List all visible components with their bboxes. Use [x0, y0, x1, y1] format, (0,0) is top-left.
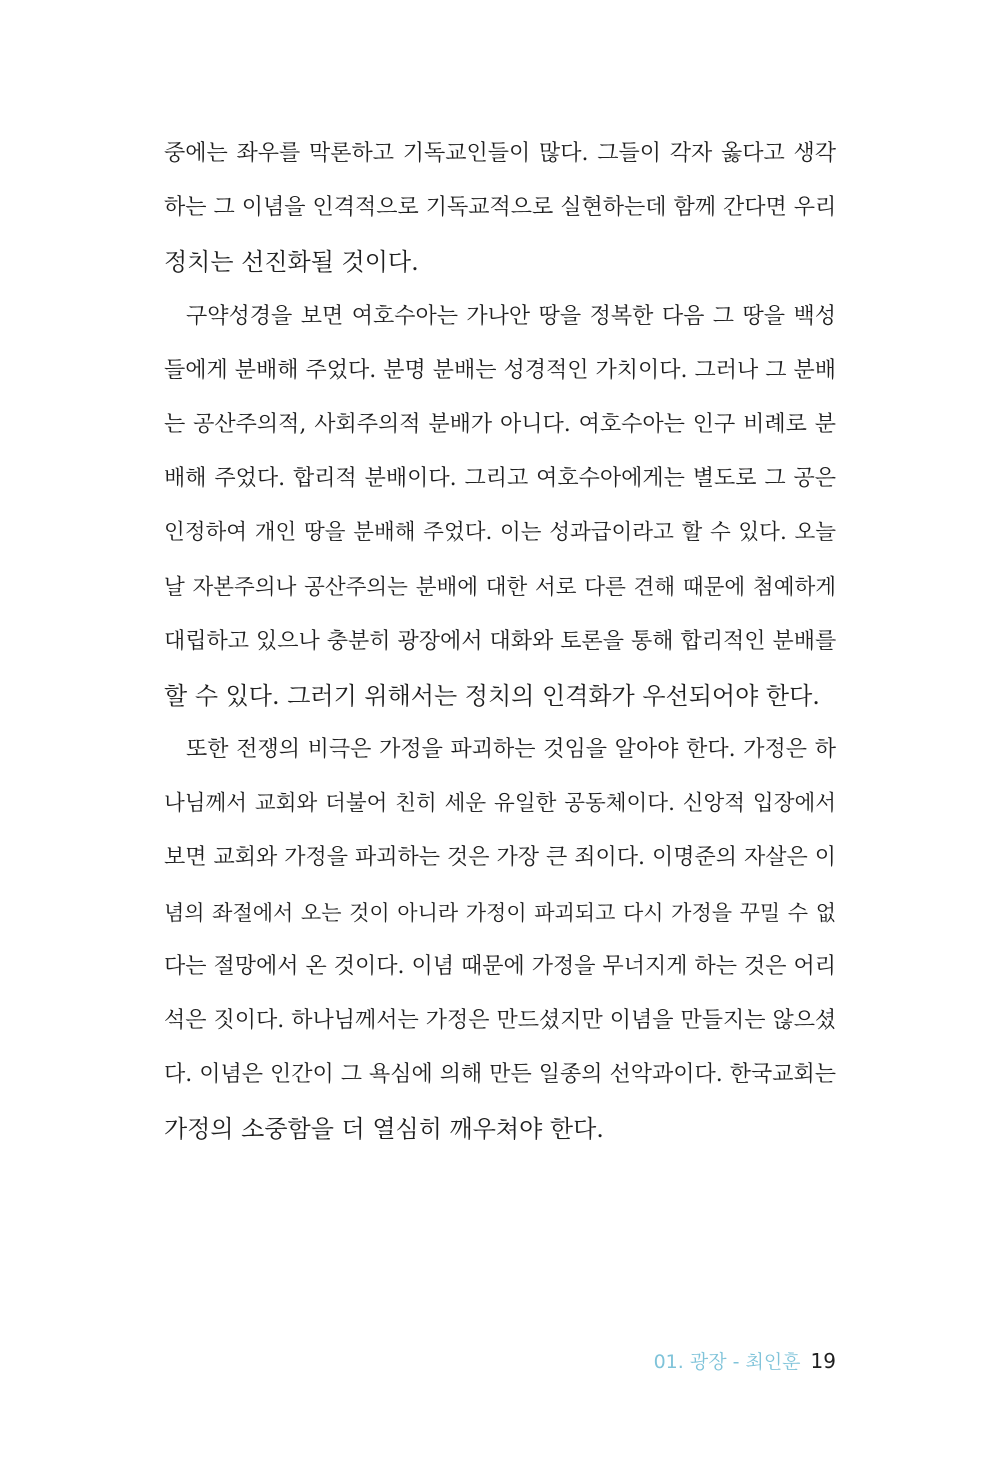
text-line: 또한 전쟁의 비극은 가정을 파괴하는 것임을 알아야 한다. 가정은 하 [186, 737, 836, 763]
text-line: 할 수 있다. 그러기 위해서는 정치의 인격화가 우선되어야 한다. [164, 681, 820, 710]
text-line: 날 자본주의나 공산주의는 분배에 대한 서로 다른 견해 때문에 첨예하게 [164, 574, 836, 600]
text-line: 는 공산주의적, 사회주의적 분배가 아니다. 여호수아는 인구 비례로 분 [164, 411, 836, 437]
text-line: 가정의 소중함을 더 열심히 깨우쳐야 한다. [164, 1115, 604, 1144]
page-number: 19 [810, 1349, 836, 1373]
text-line: 보면 교회와 가정을 파괴하는 것은 가장 큰 죄이다. 이명준의 자살은 이 [164, 845, 836, 871]
text-line: 나님께서 교회와 더불어 친히 세운 유일한 공동체이다. 신앙적 입장에서 [164, 791, 836, 817]
page-footer [654, 1343, 836, 1379]
text-line: 하는 그 이념을 인격적으로 기독교적으로 실현하는데 함께 간다면 우리 [164, 195, 837, 221]
chapter-title: 01. 광장 - 최인훈 [653, 1351, 801, 1373]
text-line: 구약성경을 보면 여호수아는 가나안 땅을 정복한 다음 그 땅을 백성 [186, 303, 836, 329]
text-line: 중에는 좌우를 막론하고 기독교인들이 많다. 그들이 각자 옳다고 생각 [164, 141, 836, 166]
text-line: 석은 짓이다. 하나님께서는 가정은 만드셨지만 이념을 만들지는 않으셨 [164, 1008, 837, 1033]
text-line: 인정하여 개인 땅을 분배해 주었다. 이는 성과급이라고 할 수 있다. 오늘 [164, 520, 836, 546]
text-line: 배해 주었다. 합리적 분배이다. 그리고 여호수아에게는 별도로 그 공은 [164, 466, 836, 492]
text-line: 정치는 선진화될 것이다. [164, 248, 419, 277]
text-line: 념의 좌절에서 오는 것이 아니라 가정이 파괴되고 다시 가정을 꾸밀 수 없 [164, 900, 836, 925]
body-text [164, 131, 836, 1161]
text-line: 다는 절망에서 온 것이다. 이념 때문에 가정을 무너지게 하는 것은 어리 [164, 953, 836, 979]
text-line: 대립하고 있으나 충분히 광장에서 대화와 토론을 통해 합리적인 분배를 [164, 628, 837, 654]
text-line: 다. 이념은 인간이 그 욕심에 의해 만든 일종의 선악과이다. 한국교회는 [164, 1062, 836, 1088]
text-line: 들에게 분배해 주었다. 분명 분배는 성경적인 가치이다. 그러나 그 분배 [164, 357, 836, 383]
